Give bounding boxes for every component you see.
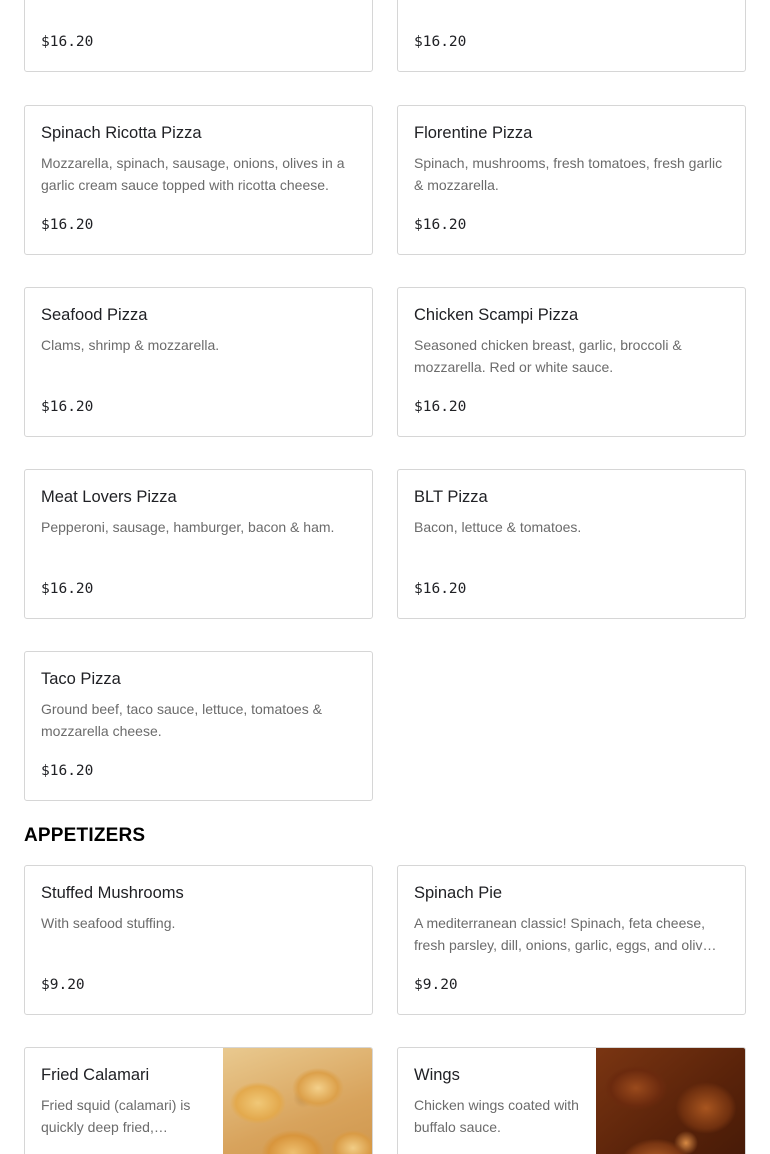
item-price: $9.20 bbox=[41, 977, 85, 993]
menu-item-card[interactable] bbox=[397, 865, 746, 1015]
item-description: A mediterranean classic! Spinach, feta cheese, fresh parsley, dill, onions, garlic, eggs, and oliv… bbox=[414, 915, 717, 953]
wings-photo bbox=[596, 1048, 745, 1154]
menu-item-card[interactable] bbox=[24, 105, 373, 255]
item-name: Florentine Pizza bbox=[414, 124, 533, 142]
item-name: Meat Lovers Pizza bbox=[41, 488, 177, 506]
menu-item-card[interactable] bbox=[397, 1047, 746, 1154]
item-description bbox=[41, 0, 355, 1]
item-name: Wings bbox=[414, 1066, 460, 1084]
menu-item-card[interactable] bbox=[24, 651, 373, 801]
item-name: Chicken Scampi Pizza bbox=[414, 306, 579, 324]
item-price: $16.20 bbox=[41, 399, 94, 415]
item-description: Pepperoni, sausage, hamburger, bacon & ham. bbox=[41, 519, 335, 535]
menu-item-card[interactable] bbox=[24, 0, 373, 72]
item-price: $16.20 bbox=[41, 34, 94, 50]
item-name: Stuffed Mushrooms bbox=[41, 884, 184, 902]
item-name: Spinach Ricotta Pizza bbox=[41, 124, 202, 142]
item-description: Ground beef, taco sauce, lettuce, tomatoes & mozzarella cheese. bbox=[41, 701, 322, 739]
menu-item-card[interactable] bbox=[24, 469, 373, 619]
item-description: Spinach, mushrooms, fresh tomatoes, fresh garlic & mozzarella. bbox=[414, 155, 723, 193]
item-name: Taco Pizza bbox=[41, 670, 121, 688]
item-price: $16.20 bbox=[41, 581, 94, 597]
item-price: $16.20 bbox=[41, 763, 94, 779]
item-price: $16.20 bbox=[414, 399, 467, 415]
menu-item-card[interactable] bbox=[397, 469, 746, 619]
item-price: $16.20 bbox=[414, 34, 467, 50]
menu-item-card[interactable] bbox=[24, 287, 373, 437]
item-name: Fried Calamari bbox=[41, 1066, 150, 1084]
item-name: Seafood Pizza bbox=[41, 306, 148, 324]
menu-item-card[interactable] bbox=[397, 0, 746, 72]
item-price: $9.20 bbox=[414, 977, 458, 993]
menu-item-card[interactable] bbox=[24, 1047, 373, 1154]
menu-item-card[interactable] bbox=[397, 105, 746, 255]
menu-item-card[interactable] bbox=[24, 865, 373, 1015]
item-description: Fried squid (calamari) is quickly deep fried,… bbox=[41, 1097, 191, 1135]
item-description: Bacon, lettuce & tomatoes. bbox=[414, 519, 582, 535]
item-price: $16.20 bbox=[41, 217, 94, 233]
item-description: Mozzarella, spinach, sausage, onions, olives in a garlic cream sauce topped with ricotta cheese. bbox=[41, 155, 345, 193]
item-description: Chicken wings coated with buffalo sauce. bbox=[414, 1097, 579, 1135]
fried-calamari-photo bbox=[223, 1048, 372, 1154]
item-description: Clams, shrimp & mozzarella. bbox=[41, 337, 220, 353]
item-description: Seasoned chicken breast, garlic, broccoli & mozzarella. Red or white sauce. bbox=[414, 337, 682, 375]
item-description: With seafood stuffing. bbox=[41, 915, 176, 931]
item-name: BLT Pizza bbox=[414, 488, 488, 506]
menu-item-card[interactable] bbox=[397, 287, 746, 437]
item-price: $16.20 bbox=[414, 217, 467, 233]
item-price: $16.20 bbox=[414, 581, 467, 597]
section-heading-appetizers: APPETIZERS bbox=[24, 825, 146, 846]
item-name: Spinach Pie bbox=[414, 884, 503, 902]
